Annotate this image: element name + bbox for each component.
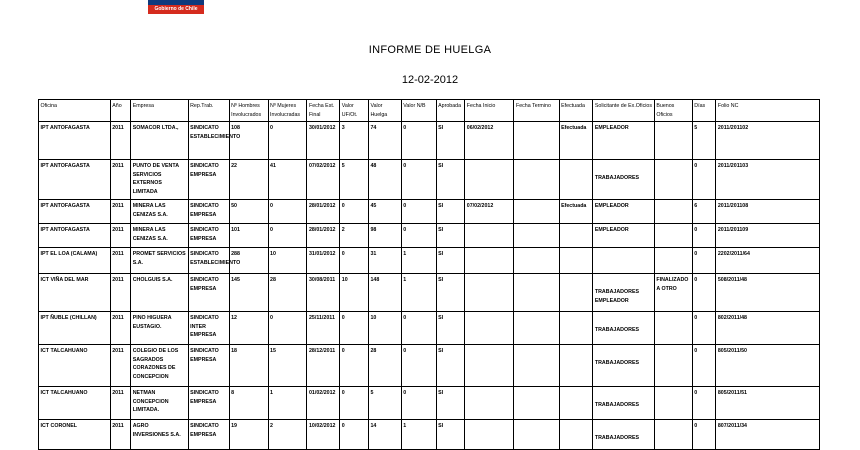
requester-bottom: TRABAJADORES (594, 435, 640, 441)
requester-cell (593, 312, 654, 345)
men-count-cell: 145 (229, 274, 268, 312)
men-count-cell: 22 (229, 160, 268, 200)
days-cell: 0 (692, 160, 716, 200)
executed-cell (559, 312, 593, 345)
good-offices-cell: FINALIZADO A OTRO (654, 274, 692, 312)
uf-value-cell: 10 (340, 274, 369, 312)
column-header: Valor Huelga (368, 100, 401, 122)
column-header: Efectuada (559, 100, 593, 122)
year-cell: 2011 (110, 248, 130, 274)
company-cell: PROMET SERVICIOS S.A. (131, 248, 188, 274)
representation-cell: SINDICATO ESTABLECIMIENTO (188, 122, 229, 160)
table-row (39, 345, 820, 387)
representation-cell: SINDICATO EMPRESA (188, 200, 229, 224)
nb-value-cell: 1 (401, 248, 436, 274)
end-date-cell (514, 248, 559, 274)
requester-bottom: TRABAJADORES (594, 402, 640, 408)
table-body (39, 122, 820, 450)
final-date-cell: 28/01/2012 (307, 200, 340, 224)
men-count-cell: 18 (229, 345, 268, 387)
company-cell: CHOLGUIS S.A. (131, 274, 188, 312)
strike-value-cell: 14 (368, 420, 401, 450)
start-date-cell (465, 248, 514, 274)
requester-cell (593, 345, 654, 387)
men-count-cell: 288 (229, 248, 268, 274)
folio-cell: 807/2011/34 (716, 420, 820, 450)
representation-cell: SINDICATO INTER EMPRESA (188, 312, 229, 345)
company-cell: SOMACOR LTDA., (131, 122, 188, 160)
uf-value-cell: 2 (340, 224, 369, 248)
strike-value-cell: 98 (368, 224, 401, 248)
nb-value-cell: 0 (401, 312, 436, 345)
requester-cell (593, 387, 654, 420)
folio-cell: 2011/201102 (716, 122, 820, 160)
final-date-cell: 30/08/2011 (307, 274, 340, 312)
men-count-cell: 19 (229, 420, 268, 450)
strike-value-cell: 148 (368, 274, 401, 312)
days-cell: 0 (692, 420, 716, 450)
women-count-cell: 2 (268, 420, 307, 450)
government-logo (148, 0, 204, 14)
approved-cell: SI (436, 224, 465, 248)
year-cell: 2011 (110, 312, 130, 345)
year-cell: 2011 (110, 274, 130, 312)
good-offices-cell (654, 224, 692, 248)
approved-cell: SI (436, 387, 465, 420)
women-count-cell: 0 (268, 224, 307, 248)
executed-cell (559, 345, 593, 387)
folio-cell: 805/2011/50 (716, 345, 820, 387)
end-date-cell (514, 224, 559, 248)
uf-value-cell: 0 (340, 200, 369, 224)
oficina-cell: ICT VIÑA DEL MAR (39, 274, 111, 312)
representation-cell: SINDICATO EMPRESA (188, 345, 229, 387)
men-count-cell: 101 (229, 224, 268, 248)
approved-cell: SI (436, 420, 465, 450)
start-date-cell (465, 312, 514, 345)
final-date-cell: 30/01/2012 (307, 122, 340, 160)
table-row (39, 312, 820, 345)
end-date-cell (514, 200, 559, 224)
table-row (39, 248, 820, 274)
company-cell: AGRO INVERSIONES S.A. (131, 420, 188, 450)
requester-top: EMPLEADOR (594, 203, 629, 209)
approved-cell: SI (436, 248, 465, 274)
oficina-cell: IPT ANTOFAGASTA (39, 122, 111, 160)
uf-value-cell: 0 (340, 248, 369, 274)
nb-value-cell: 1 (401, 420, 436, 450)
representation-cell: SINDICATO ESTABLECIMIENTO (188, 248, 229, 274)
approved-cell: SI (436, 122, 465, 160)
folio-cell: 508/2011/48 (716, 274, 820, 312)
requester-bottom: TRABAJADORES (594, 175, 640, 181)
column-header: Días (692, 100, 716, 122)
column-header: Nº Mujeres Involucradas (268, 100, 307, 122)
approved-cell: SI (436, 345, 465, 387)
final-date-cell: 28/01/2012 (307, 224, 340, 248)
good-offices-cell (654, 420, 692, 450)
oficina-cell: IPT ANTOFAGASTA (39, 160, 111, 200)
approved-cell: SI (436, 200, 465, 224)
end-date-cell (514, 274, 559, 312)
folio-cell: 802/2011/48 (716, 312, 820, 345)
year-cell: 2011 (110, 224, 130, 248)
uf-value-cell: 3 (340, 122, 369, 160)
column-header: Fecha Est. Final (307, 100, 340, 122)
executed-cell (559, 387, 593, 420)
company-cell: COLEGIO DE LOS SAGRADOS CORAZONES DE CONCEPCION (131, 345, 188, 387)
report-title: INFORME DE HUELGA (368, 44, 492, 56)
women-count-cell: 0 (268, 312, 307, 345)
table-row (39, 224, 820, 248)
days-cell: 0 (692, 387, 716, 420)
men-count-cell: 8 (229, 387, 268, 420)
executed-cell (559, 248, 593, 274)
women-count-cell: 0 (268, 200, 307, 224)
days-cell: 0 (692, 248, 716, 274)
column-header: Rep.Trab. (188, 100, 229, 122)
requester-bottom: TRABAJADORES (594, 360, 640, 366)
approved-cell: SI (436, 312, 465, 345)
women-count-cell: 0 (268, 122, 307, 160)
days-cell: 0 (692, 312, 716, 345)
strike-report-table (38, 99, 820, 450)
requester-bottom: TRABAJADORES EMPLEADOR (594, 289, 640, 304)
logo-label: Gobierno de Chile (148, 5, 204, 14)
nb-value-cell: 1 (401, 274, 436, 312)
column-header: Oficina (39, 100, 111, 122)
oficina-cell: ICT CORONEL (39, 420, 111, 450)
executed-cell (559, 160, 593, 200)
column-header: Año (110, 100, 130, 122)
women-count-cell: 15 (268, 345, 307, 387)
end-date-cell (514, 312, 559, 345)
good-offices-cell (654, 312, 692, 345)
year-cell: 2011 (110, 200, 130, 224)
column-header: Nº Hombres Involucrados (229, 100, 268, 122)
company-cell: NETMAN CONCEPCION LIMITADA. (131, 387, 188, 420)
year-cell: 2011 (110, 420, 130, 450)
good-offices-cell (654, 387, 692, 420)
table-row (39, 387, 820, 420)
strike-value-cell: 48 (368, 160, 401, 200)
requester-top: EMPLEADOR (594, 125, 629, 131)
nb-value-cell: 0 (401, 122, 436, 160)
women-count-cell: 28 (268, 274, 307, 312)
start-date-cell: 06/02/2012 (465, 122, 514, 160)
uf-value-cell: 0 (340, 312, 369, 345)
column-header: Fecha Termino (514, 100, 559, 122)
final-date-cell: 28/12/2011 (307, 345, 340, 387)
requester-top: EMPLEADOR (594, 227, 629, 233)
strike-value-cell: 28 (368, 345, 401, 387)
table-row (39, 160, 820, 200)
executed-cell (559, 420, 593, 450)
men-count-cell: 108 (229, 122, 268, 160)
oficina-cell: IPT ANTOFAGASTA (39, 200, 111, 224)
representation-cell: SINDICATO EMPRESA (188, 224, 229, 248)
final-date-cell: 25/11/2011 (307, 312, 340, 345)
requester-cell (593, 160, 654, 200)
good-offices-cell (654, 345, 692, 387)
end-date-cell (514, 345, 559, 387)
end-date-cell (514, 420, 559, 450)
strike-value-cell: 10 (368, 312, 401, 345)
table-header-row (39, 100, 820, 122)
executed-cell: Efectuada (559, 122, 593, 160)
nb-value-cell: 0 (401, 200, 436, 224)
good-offices-cell (654, 248, 692, 274)
final-date-cell: 10/02/2012 (307, 420, 340, 450)
report-date: 12-02-2012 (401, 74, 459, 86)
requester-cell (593, 224, 654, 248)
column-header: Solicitante de Ex.Oficios (593, 100, 654, 122)
start-date-cell: 07/02/2012 (465, 200, 514, 224)
good-offices-cell (654, 200, 692, 224)
representation-cell: SINDICATO EMPRESA (188, 160, 229, 200)
end-date-cell (514, 387, 559, 420)
executed-cell (559, 224, 593, 248)
uf-value-cell: 5 (340, 160, 369, 200)
men-count-cell: 50 (229, 200, 268, 224)
column-header: Aprobada (436, 100, 465, 122)
representation-cell: SINDICATO EMPRESA (188, 420, 229, 450)
company-cell: MINERA LAS CENIZAS S.A. (131, 224, 188, 248)
good-offices-cell (654, 160, 692, 200)
strike-value-cell: 5 (368, 387, 401, 420)
column-header: Valor N/B (401, 100, 436, 122)
table-row (39, 274, 820, 312)
uf-value-cell: 0 (340, 345, 369, 387)
days-cell: 0 (692, 345, 716, 387)
nb-value-cell: 0 (401, 387, 436, 420)
column-header: Valor UF/Ot. (340, 100, 369, 122)
folio-cell: 2011/201108 (716, 200, 820, 224)
men-count-cell: 12 (229, 312, 268, 345)
requester-bottom: TRABAJADORES (594, 327, 640, 333)
column-header: Fecha Inicio (465, 100, 514, 122)
table-row (39, 200, 820, 224)
final-date-cell: 31/01/2012 (307, 248, 340, 274)
requester-cell (593, 248, 654, 274)
company-cell: PINO HIGUERA EUSTAGIO. (131, 312, 188, 345)
requester-cell (593, 122, 654, 160)
folio-cell: 805/2011/51 (716, 387, 820, 420)
folio-cell: 2011/201103 (716, 160, 820, 200)
nb-value-cell: 0 (401, 224, 436, 248)
approved-cell: SI (436, 274, 465, 312)
start-date-cell (465, 345, 514, 387)
final-date-cell: 07/02/2012 (307, 160, 340, 200)
company-cell: PUNTO DE VENTA SERVICIOS EXTERNOS LIMITADA (131, 160, 188, 200)
strike-value-cell: 31 (368, 248, 401, 274)
end-date-cell (514, 122, 559, 160)
good-offices-cell (654, 122, 692, 160)
column-header: Folio NC (716, 100, 820, 122)
strike-value-cell: 45 (368, 200, 401, 224)
representation-cell: SINDICATO EMPRESA (188, 387, 229, 420)
oficina-cell: IPT ANTOFAGASTA (39, 224, 111, 248)
table-row (39, 420, 820, 450)
approved-cell: SI (436, 160, 465, 200)
uf-value-cell: 0 (340, 387, 369, 420)
requester-cell (593, 274, 654, 312)
table-row (39, 122, 820, 160)
company-cell: MINERA LAS CENIZAS S.A. (131, 200, 188, 224)
year-cell: 2011 (110, 345, 130, 387)
start-date-cell (465, 274, 514, 312)
folio-cell: 2011/201109 (716, 224, 820, 248)
executed-cell: Efectuada (559, 200, 593, 224)
days-cell: 6 (692, 200, 716, 224)
year-cell: 2011 (110, 122, 130, 160)
nb-value-cell: 0 (401, 345, 436, 387)
days-cell: 0 (692, 224, 716, 248)
representation-cell: SINDICATO EMPRESA (188, 274, 229, 312)
year-cell: 2011 (110, 387, 130, 420)
column-header: Buenos Oficios (654, 100, 692, 122)
oficina-cell: IPT EL LOA (CALAMA) (39, 248, 111, 274)
requester-cell (593, 420, 654, 450)
year-cell: 2011 (110, 160, 130, 200)
days-cell: 5 (692, 122, 716, 160)
start-date-cell (465, 387, 514, 420)
requester-cell (593, 200, 654, 224)
women-count-cell: 1 (268, 387, 307, 420)
uf-value-cell: 0 (340, 420, 369, 450)
women-count-cell: 10 (268, 248, 307, 274)
oficina-cell: ICT TALCAHUANO (39, 387, 111, 420)
oficina-cell: IPT ÑUBLE (CHILLAN) (39, 312, 111, 345)
days-cell: 0 (692, 274, 716, 312)
end-date-cell (514, 160, 559, 200)
executed-cell (559, 274, 593, 312)
oficina-cell: ICT TALCAHUANO (39, 345, 111, 387)
strike-value-cell: 74 (368, 122, 401, 160)
start-date-cell (465, 160, 514, 200)
women-count-cell: 41 (268, 160, 307, 200)
folio-cell: 2202/2011/64 (716, 248, 820, 274)
nb-value-cell: 0 (401, 160, 436, 200)
start-date-cell (465, 224, 514, 248)
start-date-cell (465, 420, 514, 450)
column-header: Empresa (131, 100, 188, 122)
final-date-cell: 01/02/2012 (307, 387, 340, 420)
